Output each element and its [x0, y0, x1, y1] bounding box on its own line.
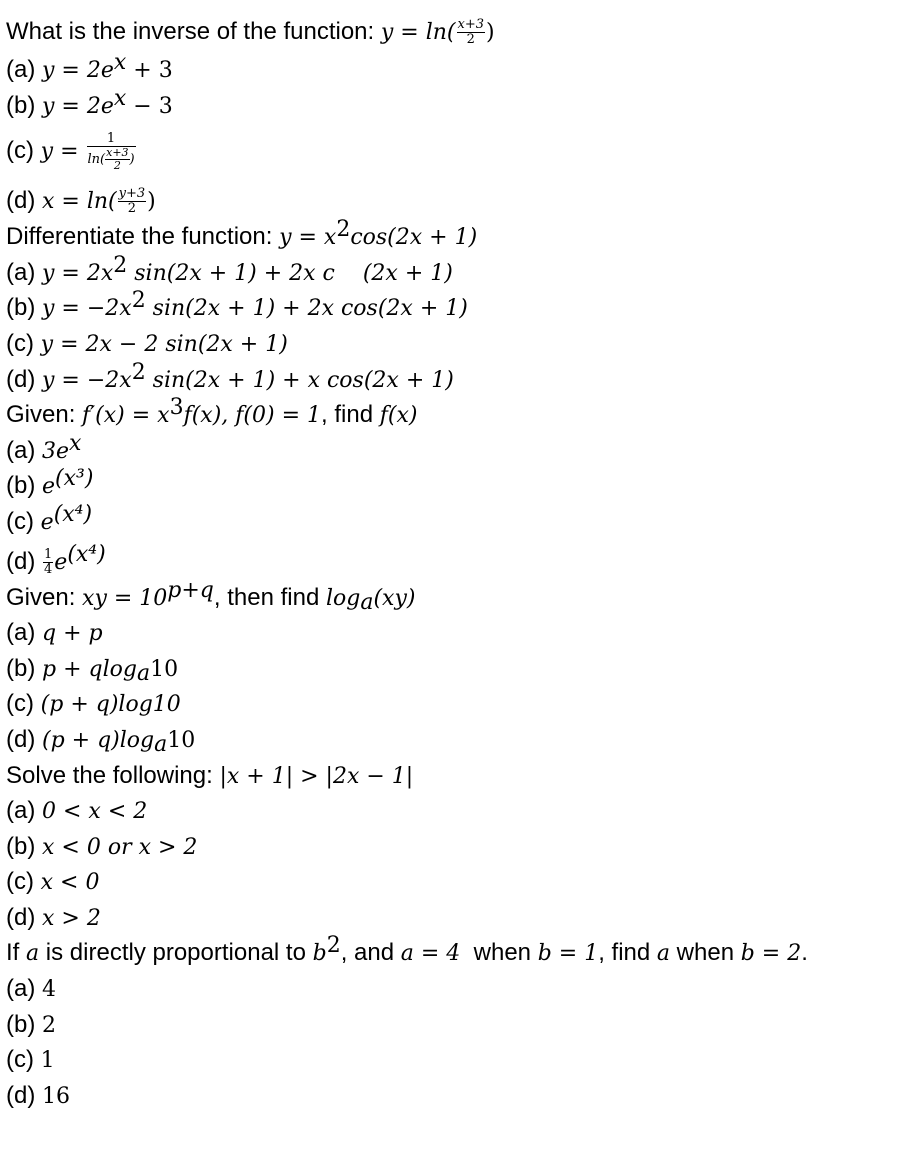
question-prompt: If: [6, 939, 27, 967]
question-document: [6, 6, 918, 1113]
option-label: (a): [6, 56, 42, 83]
option-label: (c): [6, 690, 41, 718]
option-a: (a) $3e^x$: [6, 430, 82, 464]
question-3: Given: $f'(x) = x^3f(x)$, f(0) = 1, find f(x): [6, 395, 418, 429]
option-d: (d) $y = -2x^2$ sin(2x + 1) + x cos(2x + 1): [6, 359, 454, 393]
question-5: [6, 758, 918, 794]
option-b: (b) $y = 2e^x - 3$: [6, 85, 173, 119]
option-label: (b): [6, 472, 42, 500]
option-label: (b): [6, 294, 42, 322]
question-expression: |x + 1| > |2x − 1|: [219, 763, 414, 789]
option-label: (a): [6, 258, 42, 286]
option-d: (d) x = ln( $\frac{y+3}{2}$ ): [6, 186, 156, 217]
option-a: (a) 4: [6, 975, 56, 1003]
question-2: Differentiate the function: $y = x^2\cos(2x + 1)$: [6, 217, 478, 251]
question-4: Given: xy = $10^{p+q}$, then find $\log_a(xy)$: [6, 577, 416, 615]
option-label: (c): [6, 329, 41, 357]
fraction: $\frac{y+3}{2}$: [118, 186, 146, 217]
option-d: (d) $\frac{1}{4}$ $e^{(x^4)}$: [6, 541, 106, 577]
option-label: (a): [6, 797, 42, 825]
option-b: (b) $y = -2x^2$ sin(2x + 1) + 2x cos(2x + 1): [6, 288, 468, 322]
question-prompt: What is the inverse of the function:: [6, 18, 381, 45]
option-a: (a) $y = 2e^x + 3$: [6, 50, 173, 83]
question-prompt: Given:: [6, 401, 83, 429]
option-c: (c) (p + q)log10: [6, 690, 181, 718]
option-b: (b) x < 0 or x > 2: [6, 832, 198, 860]
question-1: What is the inverse of the function: y = ln( $\frac{x+3}{2}$ ): [6, 17, 495, 48]
fraction: $\frac{1}{4}$: [44, 546, 53, 577]
option-c: (c) 1: [6, 1046, 55, 1074]
option-c: (c) y = 1 ln( $\frac{x+3}{2}$ ): [6, 130, 135, 172]
option-label: (d): [6, 725, 42, 753]
question-prompt: Solve the following:: [6, 761, 220, 789]
option-a: (a) q + p: [6, 619, 103, 647]
option-b: (b) $e^{(x^3)}$: [6, 466, 94, 500]
question-expression: xy = 10: [82, 585, 168, 611]
option-label: (c): [6, 1046, 41, 1074]
option-b: (b) p + qlog$_a$10: [6, 654, 179, 686]
option-d: (d) $(p + q)\log_a10$: [6, 725, 196, 757]
option-label: (d): [6, 903, 42, 931]
question-prompt: Differentiate the function:: [6, 223, 280, 251]
option-label: (b): [6, 1010, 42, 1038]
option-label: (d): [6, 365, 42, 393]
option-label: (c): [6, 507, 41, 535]
option-label: (b): [6, 91, 42, 119]
option-label: (b): [6, 654, 42, 682]
fraction: 1 ln( $\frac{x+3}{2}$ ): [87, 130, 135, 172]
option-label: (a): [6, 436, 42, 464]
option-label: (a): [6, 619, 42, 647]
question-expression: y = ln(: [380, 20, 456, 45]
option-label: (d): [6, 1081, 42, 1109]
option-a: (a) $y = 2x^2$ sin(2x + 1) + 2x c (2x + 1): [6, 252, 453, 286]
option-d: (d) x > 2: [6, 903, 101, 931]
question-expression: y = x: [279, 225, 337, 251]
question-prompt: Given:: [6, 583, 83, 611]
question-expression: f′(x) = x: [82, 403, 170, 429]
option-c: (c) x < 0: [6, 868, 100, 896]
option-label: (a): [6, 975, 42, 1003]
option-label: (d): [6, 547, 42, 575]
option-c: (c) y = 2x − 2 sin(2x + 1): [6, 329, 288, 357]
option-label: (b): [6, 832, 42, 860]
option-label: (d): [6, 187, 42, 215]
question-6: If a is directly proportional to $b^2$, and a = 4 when b = 1, find a when b = 2.: [6, 933, 808, 967]
option-c: (c) $e^{(x^4)}$: [6, 501, 93, 535]
option-label: (c): [6, 137, 41, 165]
option-b: (b) 2: [6, 1010, 56, 1038]
fraction: $\frac{x+3}{2}$: [457, 17, 484, 48]
option-label: (c): [6, 868, 41, 896]
option-d: (d) 16: [6, 1081, 70, 1109]
option-a: (a) 0 < x < 2: [6, 797, 148, 825]
